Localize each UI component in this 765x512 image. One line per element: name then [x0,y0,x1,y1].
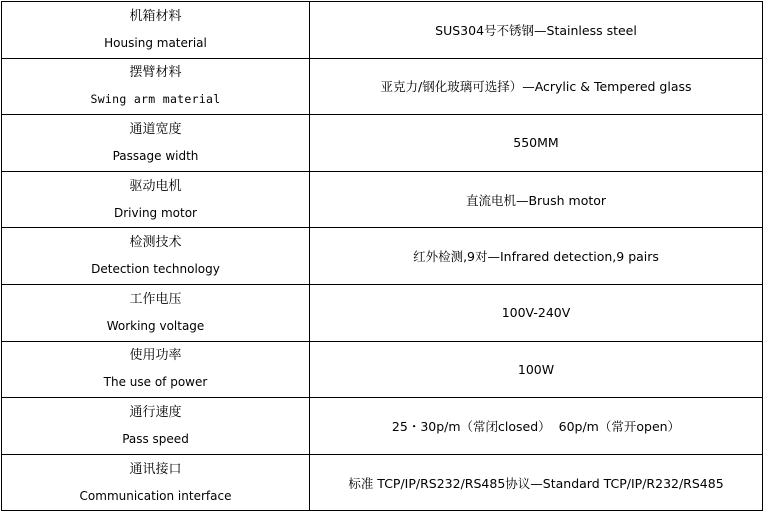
label-chinese: 驱动电机 [129,178,182,194]
value-cell: 红外检测,9对—Infrared detection,9 pairs [310,228,763,285]
label-cell [2,115,310,172]
label-english: Swing arm material [90,92,221,107]
label-chinese: 检测技术 [129,235,182,251]
label-english: Driving motor [114,205,197,220]
label-chinese: 使用功率 [129,348,182,364]
label-cell [2,228,310,285]
label-english: Passage width [112,148,199,163]
label-cell [2,2,310,59]
spec-table [1,1,763,511]
label-chinese: 摆臂材料 [129,65,182,81]
label-chinese: 机箱材料 [129,8,182,24]
value-cell: SUS304号不锈钢—Stainless steel [310,2,763,59]
label-chinese: 通道宽度 [129,121,182,137]
label-english: Working voltage [106,318,205,333]
label-cell [2,284,310,341]
label-cell [2,58,310,115]
table-row [2,115,763,172]
label-chinese: 通行速度 [129,404,182,420]
label-cell [2,341,310,398]
table-row [2,454,763,511]
table-row [2,228,763,285]
label-cell [2,398,310,455]
table-row [2,284,763,341]
label-english: The use of power [103,375,208,390]
value-cell: 直流电机—Brush motor [310,171,763,228]
label-english: Communication interface [79,488,232,503]
value-cell: 25・30p/m（常闭closed） 60p/m（常开open） [310,398,763,455]
label-cell [2,454,310,511]
table-row [2,341,763,398]
value-cell: 亚克力/钢化玻璃可选择）—Acrylic & Tempered glass [310,58,763,115]
value-cell: 550MM [310,115,763,172]
value-cell: 100W [310,341,763,398]
table-row [2,398,763,455]
label-english: Detection technology [91,262,220,277]
label-chinese: 通讯接口 [129,461,182,477]
label-english: Housing material [104,35,207,50]
value-cell: 标准 TCP/IP/RS232/RS485协议—Standard TCP/IP/R232/RS485 [310,454,763,511]
table-row [2,58,763,115]
table-row [2,2,763,59]
table-row [2,171,763,228]
value-cell: 100V-240V [310,284,763,341]
label-english: Pass speed [122,431,189,446]
label-cell [2,171,310,228]
label-chinese: 工作电压 [129,291,182,307]
